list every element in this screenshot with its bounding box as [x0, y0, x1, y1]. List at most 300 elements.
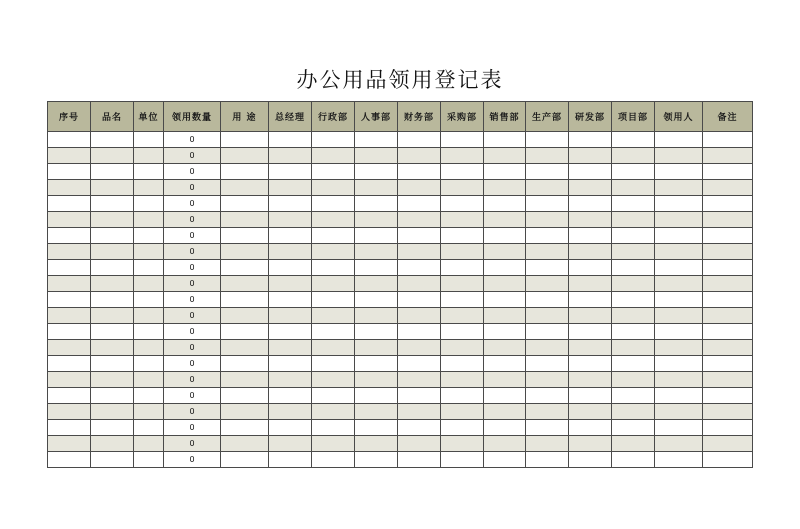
table-cell[interactable]: 0	[164, 420, 221, 436]
table-cell[interactable]	[312, 148, 355, 164]
table-cell[interactable]	[91, 372, 134, 388]
table-cell[interactable]	[48, 260, 91, 276]
table-cell[interactable]	[441, 196, 484, 212]
table-cell[interactable]	[221, 292, 269, 308]
table-cell[interactable]	[484, 164, 526, 180]
table-cell[interactable]	[612, 244, 655, 260]
table-cell[interactable]	[398, 404, 441, 420]
table-cell[interactable]	[398, 420, 441, 436]
table-cell[interactable]	[612, 148, 655, 164]
table-cell[interactable]	[484, 276, 526, 292]
table-cell[interactable]	[441, 212, 484, 228]
table-cell[interactable]	[91, 308, 134, 324]
table-cell[interactable]	[312, 276, 355, 292]
table-cell[interactable]	[48, 436, 91, 452]
table-cell[interactable]	[91, 292, 134, 308]
table-cell[interactable]	[526, 196, 569, 212]
table-cell[interactable]	[484, 420, 526, 436]
table-cell[interactable]	[355, 340, 398, 356]
table-cell[interactable]	[703, 276, 753, 292]
table-cell[interactable]	[269, 180, 312, 196]
table-cell[interactable]	[221, 132, 269, 148]
table-cell[interactable]	[569, 340, 612, 356]
table-cell[interactable]	[655, 308, 703, 324]
table-cell[interactable]	[221, 308, 269, 324]
table-cell[interactable]	[484, 356, 526, 372]
table-cell[interactable]	[134, 324, 164, 340]
table-cell[interactable]	[441, 436, 484, 452]
table-cell[interactable]	[655, 132, 703, 148]
table-cell[interactable]	[398, 452, 441, 468]
table-cell[interactable]	[441, 324, 484, 340]
table-cell[interactable]	[48, 404, 91, 420]
table-cell[interactable]	[312, 164, 355, 180]
table-cell[interactable]	[355, 164, 398, 180]
table-cell[interactable]	[269, 436, 312, 452]
table-cell[interactable]	[221, 276, 269, 292]
table-cell[interactable]	[703, 372, 753, 388]
table-cell[interactable]: 0	[164, 292, 221, 308]
table-cell[interactable]	[703, 212, 753, 228]
table-cell[interactable]	[703, 132, 753, 148]
table-cell[interactable]	[612, 404, 655, 420]
table-cell[interactable]	[91, 404, 134, 420]
table-cell[interactable]	[269, 148, 312, 164]
table-cell[interactable]	[526, 228, 569, 244]
table-cell[interactable]	[526, 388, 569, 404]
table-cell[interactable]	[484, 228, 526, 244]
table-cell[interactable]	[269, 324, 312, 340]
table-cell[interactable]	[569, 196, 612, 212]
table-cell[interactable]	[398, 196, 441, 212]
table-cell[interactable]	[134, 372, 164, 388]
table-cell[interactable]	[569, 212, 612, 228]
table-cell[interactable]	[612, 420, 655, 436]
table-cell[interactable]	[569, 372, 612, 388]
table-cell[interactable]	[569, 132, 612, 148]
table-cell[interactable]	[134, 340, 164, 356]
table-cell[interactable]	[441, 452, 484, 468]
table-cell[interactable]	[569, 356, 612, 372]
table-cell[interactable]	[655, 260, 703, 276]
table-cell[interactable]	[612, 324, 655, 340]
table-cell[interactable]	[221, 436, 269, 452]
table-cell[interactable]	[398, 260, 441, 276]
table-cell[interactable]	[526, 132, 569, 148]
table-cell[interactable]	[221, 356, 269, 372]
table-cell[interactable]	[48, 324, 91, 340]
table-cell[interactable]	[91, 180, 134, 196]
table-cell[interactable]	[91, 420, 134, 436]
table-cell[interactable]	[312, 260, 355, 276]
table-cell[interactable]	[484, 212, 526, 228]
table-cell[interactable]	[134, 292, 164, 308]
table-cell[interactable]	[312, 420, 355, 436]
table-cell[interactable]	[441, 292, 484, 308]
table-cell[interactable]	[612, 340, 655, 356]
table-cell[interactable]	[441, 340, 484, 356]
table-cell[interactable]	[484, 324, 526, 340]
table-cell[interactable]	[269, 420, 312, 436]
table-cell[interactable]	[484, 180, 526, 196]
table-cell[interactable]	[398, 132, 441, 148]
table-cell[interactable]	[269, 356, 312, 372]
table-cell[interactable]	[221, 164, 269, 180]
table-cell[interactable]	[91, 388, 134, 404]
table-cell[interactable]	[48, 372, 91, 388]
table-cell[interactable]	[441, 356, 484, 372]
table-cell[interactable]	[312, 404, 355, 420]
table-cell[interactable]	[526, 260, 569, 276]
table-cell[interactable]	[48, 148, 91, 164]
table-cell[interactable]	[655, 436, 703, 452]
table-cell[interactable]	[221, 324, 269, 340]
table-cell[interactable]	[269, 212, 312, 228]
table-cell[interactable]	[48, 420, 91, 436]
table-cell[interactable]	[312, 372, 355, 388]
table-cell[interactable]	[441, 180, 484, 196]
table-cell[interactable]	[484, 372, 526, 388]
table-cell[interactable]	[355, 260, 398, 276]
table-cell[interactable]	[312, 356, 355, 372]
table-cell[interactable]	[269, 244, 312, 260]
table-cell[interactable]	[612, 356, 655, 372]
table-cell[interactable]	[221, 260, 269, 276]
table-cell[interactable]	[526, 276, 569, 292]
table-cell[interactable]	[398, 292, 441, 308]
table-cell[interactable]	[48, 292, 91, 308]
table-cell[interactable]	[612, 260, 655, 276]
table-cell[interactable]: 0	[164, 148, 221, 164]
table-cell[interactable]	[91, 196, 134, 212]
table-cell[interactable]	[91, 276, 134, 292]
table-cell[interactable]	[526, 244, 569, 260]
table-cell[interactable]	[484, 292, 526, 308]
table-cell[interactable]	[91, 212, 134, 228]
table-cell[interactable]	[655, 196, 703, 212]
table-cell[interactable]	[134, 452, 164, 468]
table-cell[interactable]	[484, 308, 526, 324]
table-cell[interactable]	[526, 324, 569, 340]
table-cell[interactable]	[441, 260, 484, 276]
table-cell[interactable]	[612, 276, 655, 292]
table-cell[interactable]: 0	[164, 164, 221, 180]
table-cell[interactable]	[48, 228, 91, 244]
table-cell[interactable]: 0	[164, 180, 221, 196]
table-cell[interactable]	[91, 228, 134, 244]
table-cell[interactable]	[221, 228, 269, 244]
table-cell[interactable]: 0	[164, 276, 221, 292]
table-cell[interactable]	[355, 292, 398, 308]
table-cell[interactable]	[312, 196, 355, 212]
table-cell[interactable]	[91, 436, 134, 452]
table-cell[interactable]	[398, 276, 441, 292]
table-cell[interactable]	[655, 452, 703, 468]
table-cell[interactable]	[48, 452, 91, 468]
table-cell[interactable]	[526, 356, 569, 372]
table-cell[interactable]	[484, 388, 526, 404]
table-cell[interactable]	[355, 324, 398, 340]
table-cell[interactable]	[48, 212, 91, 228]
table-cell[interactable]	[269, 292, 312, 308]
table-cell[interactable]	[221, 196, 269, 212]
table-cell[interactable]	[526, 436, 569, 452]
table-cell[interactable]	[134, 244, 164, 260]
table-cell[interactable]	[312, 452, 355, 468]
table-cell[interactable]	[703, 244, 753, 260]
table-cell[interactable]	[312, 180, 355, 196]
table-cell[interactable]	[703, 260, 753, 276]
table-cell[interactable]	[612, 308, 655, 324]
table-cell[interactable]	[703, 436, 753, 452]
table-cell[interactable]	[655, 276, 703, 292]
table-cell[interactable]	[269, 404, 312, 420]
table-cell[interactable]	[484, 148, 526, 164]
table-cell[interactable]	[655, 372, 703, 388]
table-cell[interactable]	[48, 180, 91, 196]
table-cell[interactable]	[91, 148, 134, 164]
table-cell[interactable]	[703, 196, 753, 212]
table-cell[interactable]	[398, 244, 441, 260]
table-cell[interactable]	[91, 356, 134, 372]
table-cell[interactable]	[48, 132, 91, 148]
table-cell[interactable]: 0	[164, 228, 221, 244]
table-cell[interactable]	[569, 260, 612, 276]
table-cell[interactable]	[526, 372, 569, 388]
table-cell[interactable]	[526, 452, 569, 468]
table-cell[interactable]: 0	[164, 388, 221, 404]
table-cell[interactable]	[355, 420, 398, 436]
table-cell[interactable]	[134, 132, 164, 148]
table-cell[interactable]	[526, 164, 569, 180]
table-cell[interactable]: 0	[164, 196, 221, 212]
table-cell[interactable]	[134, 388, 164, 404]
table-cell[interactable]	[441, 244, 484, 260]
table-cell[interactable]	[612, 452, 655, 468]
table-cell[interactable]	[612, 196, 655, 212]
table-cell[interactable]	[221, 404, 269, 420]
table-cell[interactable]	[612, 132, 655, 148]
table-cell[interactable]	[355, 244, 398, 260]
table-cell[interactable]	[269, 340, 312, 356]
table-cell[interactable]	[312, 388, 355, 404]
table-cell[interactable]	[134, 404, 164, 420]
table-cell[interactable]	[441, 404, 484, 420]
table-cell[interactable]	[655, 212, 703, 228]
table-cell[interactable]	[655, 180, 703, 196]
table-cell[interactable]	[526, 292, 569, 308]
table-cell[interactable]	[269, 452, 312, 468]
table-cell[interactable]	[269, 196, 312, 212]
table-cell[interactable]	[312, 292, 355, 308]
table-cell[interactable]	[569, 388, 612, 404]
table-cell[interactable]: 0	[164, 260, 221, 276]
table-cell[interactable]	[91, 340, 134, 356]
table-cell[interactable]: 0	[164, 244, 221, 260]
table-cell[interactable]	[484, 196, 526, 212]
table-cell[interactable]	[355, 436, 398, 452]
table-cell[interactable]	[655, 148, 703, 164]
table-cell[interactable]	[134, 228, 164, 244]
table-cell[interactable]	[48, 196, 91, 212]
table-cell[interactable]	[703, 292, 753, 308]
table-cell[interactable]	[569, 164, 612, 180]
table-cell[interactable]	[569, 276, 612, 292]
table-cell[interactable]	[703, 356, 753, 372]
table-cell[interactable]	[569, 436, 612, 452]
table-cell[interactable]	[655, 356, 703, 372]
table-cell[interactable]	[484, 260, 526, 276]
table-cell[interactable]	[134, 420, 164, 436]
table-cell[interactable]	[134, 180, 164, 196]
table-cell[interactable]	[612, 180, 655, 196]
table-cell[interactable]	[703, 180, 753, 196]
table-cell[interactable]	[569, 292, 612, 308]
table-cell[interactable]	[398, 356, 441, 372]
table-cell[interactable]	[703, 388, 753, 404]
table-cell[interactable]	[398, 148, 441, 164]
table-cell[interactable]	[441, 372, 484, 388]
table-cell[interactable]	[398, 372, 441, 388]
table-cell[interactable]	[355, 372, 398, 388]
table-cell[interactable]	[355, 388, 398, 404]
table-cell[interactable]	[355, 212, 398, 228]
table-cell[interactable]: 0	[164, 308, 221, 324]
table-cell[interactable]	[355, 356, 398, 372]
table-cell[interactable]	[703, 164, 753, 180]
table-cell[interactable]	[484, 404, 526, 420]
table-cell[interactable]	[221, 340, 269, 356]
table-cell[interactable]	[134, 212, 164, 228]
table-cell[interactable]	[398, 388, 441, 404]
table-cell[interactable]	[569, 324, 612, 340]
table-cell[interactable]	[355, 276, 398, 292]
table-cell[interactable]	[569, 244, 612, 260]
table-cell[interactable]	[655, 228, 703, 244]
table-cell[interactable]	[134, 196, 164, 212]
table-cell[interactable]: 0	[164, 212, 221, 228]
table-cell[interactable]	[398, 436, 441, 452]
table-cell[interactable]	[134, 436, 164, 452]
table-cell[interactable]	[398, 180, 441, 196]
table-cell[interactable]	[655, 340, 703, 356]
table-cell[interactable]	[612, 228, 655, 244]
table-cell[interactable]	[703, 148, 753, 164]
table-cell[interactable]	[484, 452, 526, 468]
table-cell[interactable]	[221, 244, 269, 260]
table-cell[interactable]	[398, 164, 441, 180]
table-cell[interactable]	[484, 244, 526, 260]
table-cell[interactable]	[91, 260, 134, 276]
table-cell[interactable]	[355, 180, 398, 196]
table-cell[interactable]	[269, 372, 312, 388]
table-cell[interactable]	[569, 420, 612, 436]
table-cell[interactable]	[569, 228, 612, 244]
table-cell[interactable]	[355, 196, 398, 212]
table-cell[interactable]	[48, 356, 91, 372]
table-cell[interactable]	[441, 132, 484, 148]
table-cell[interactable]	[312, 212, 355, 228]
table-cell[interactable]	[312, 132, 355, 148]
table-cell[interactable]	[569, 180, 612, 196]
table-cell[interactable]	[269, 228, 312, 244]
table-cell[interactable]	[269, 388, 312, 404]
table-cell[interactable]: 0	[164, 372, 221, 388]
table-cell[interactable]	[134, 276, 164, 292]
table-cell[interactable]	[221, 420, 269, 436]
table-cell[interactable]	[312, 228, 355, 244]
table-cell[interactable]	[526, 308, 569, 324]
table-cell[interactable]	[221, 388, 269, 404]
table-cell[interactable]	[441, 276, 484, 292]
table-cell[interactable]	[569, 308, 612, 324]
table-cell[interactable]	[355, 148, 398, 164]
table-cell[interactable]	[441, 228, 484, 244]
table-cell[interactable]	[655, 420, 703, 436]
table-cell[interactable]	[355, 132, 398, 148]
table-cell[interactable]	[91, 324, 134, 340]
table-cell[interactable]	[655, 244, 703, 260]
table-cell[interactable]	[398, 228, 441, 244]
table-cell[interactable]	[398, 308, 441, 324]
table-cell[interactable]	[398, 324, 441, 340]
table-cell[interactable]: 0	[164, 404, 221, 420]
table-cell[interactable]	[612, 292, 655, 308]
table-cell[interactable]	[441, 308, 484, 324]
table-cell[interactable]	[441, 164, 484, 180]
table-cell[interactable]	[269, 308, 312, 324]
table-cell[interactable]	[48, 164, 91, 180]
table-cell[interactable]	[612, 372, 655, 388]
table-cell[interactable]: 0	[164, 132, 221, 148]
table-cell[interactable]: 0	[164, 452, 221, 468]
table-cell[interactable]	[269, 164, 312, 180]
table-cell[interactable]	[526, 420, 569, 436]
table-cell[interactable]	[703, 452, 753, 468]
table-cell[interactable]	[48, 276, 91, 292]
table-cell[interactable]	[569, 148, 612, 164]
table-cell[interactable]	[355, 308, 398, 324]
table-cell[interactable]	[134, 164, 164, 180]
table-cell[interactable]	[526, 148, 569, 164]
table-cell[interactable]	[355, 228, 398, 244]
table-cell[interactable]	[312, 436, 355, 452]
table-cell[interactable]	[134, 260, 164, 276]
table-cell[interactable]	[612, 164, 655, 180]
table-cell[interactable]	[221, 148, 269, 164]
table-cell[interactable]	[703, 228, 753, 244]
table-cell[interactable]	[221, 212, 269, 228]
table-cell[interactable]	[441, 420, 484, 436]
table-cell[interactable]	[655, 292, 703, 308]
table-cell[interactable]	[48, 308, 91, 324]
table-cell[interactable]	[134, 356, 164, 372]
table-cell[interactable]	[91, 164, 134, 180]
table-cell[interactable]	[703, 420, 753, 436]
table-cell[interactable]	[134, 148, 164, 164]
table-cell[interactable]	[655, 164, 703, 180]
table-cell[interactable]	[312, 244, 355, 260]
table-cell[interactable]	[526, 180, 569, 196]
table-cell[interactable]	[484, 132, 526, 148]
table-cell[interactable]: 0	[164, 436, 221, 452]
table-cell[interactable]	[703, 340, 753, 356]
table-cell[interactable]	[134, 308, 164, 324]
table-cell[interactable]	[703, 308, 753, 324]
table-cell[interactable]	[484, 436, 526, 452]
table-cell[interactable]	[312, 308, 355, 324]
table-cell[interactable]	[48, 340, 91, 356]
